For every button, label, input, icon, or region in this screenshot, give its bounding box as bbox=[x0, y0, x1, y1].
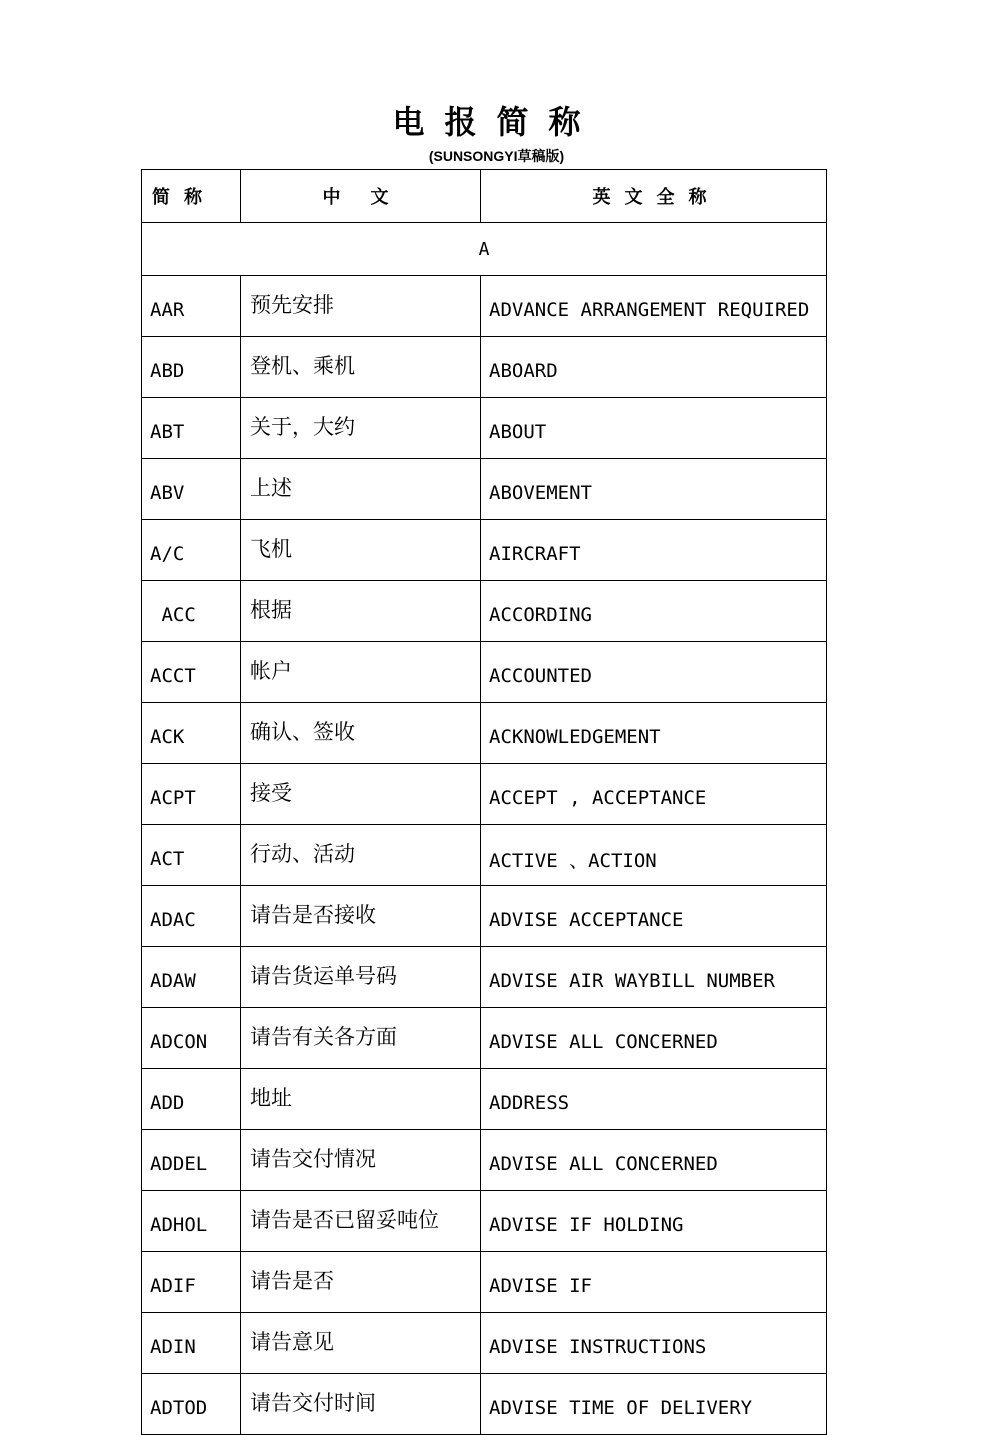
table-row bbox=[142, 459, 827, 520]
chinese-cell: 预先安排 bbox=[241, 276, 481, 337]
chinese-cell: 上述 bbox=[241, 459, 481, 520]
chinese-cell: 确认、签收 bbox=[241, 703, 481, 764]
abbr-cell: ABD bbox=[142, 337, 241, 398]
english-cell: ACTIVE 、ACTION bbox=[481, 825, 827, 886]
table-row bbox=[142, 520, 827, 581]
header-chinese: 中文 bbox=[241, 170, 481, 223]
abbr-cell: ADAW bbox=[142, 947, 241, 1008]
abbr-cell: ABT bbox=[142, 398, 241, 459]
english-cell: ADVISE TIME OF DELIVERY bbox=[481, 1374, 827, 1435]
abbr-cell: ADTOD bbox=[142, 1374, 241, 1435]
abbr-cell: ACPT bbox=[142, 764, 241, 825]
abbr-cell: ABV bbox=[142, 459, 241, 520]
english-cell: AIRCRAFT bbox=[481, 520, 827, 581]
abbr-cell: ADIN bbox=[142, 1313, 241, 1374]
english-cell: ACCEPT , ACCEPTANCE bbox=[481, 764, 827, 825]
abbr-cell: AAR bbox=[142, 276, 241, 337]
chinese-cell: 请告交付时间 bbox=[241, 1374, 481, 1435]
table-row bbox=[142, 1130, 827, 1191]
header-english: 英文全称 bbox=[481, 170, 827, 223]
document-title: 电报简称 bbox=[392, 103, 601, 141]
chinese-cell: 请告是否接收 bbox=[241, 886, 481, 947]
table-row bbox=[142, 1252, 827, 1313]
english-cell: ADVISE ALL CONCERNED bbox=[481, 1008, 827, 1069]
abbreviation-table bbox=[141, 169, 827, 1435]
abbr-cell: ADDEL bbox=[142, 1130, 241, 1191]
english-cell: ADVISE IF HOLDING bbox=[481, 1191, 827, 1252]
english-cell: ADVANCE ARRANGEMENT REQUIRED bbox=[481, 276, 827, 337]
chinese-cell: 接受 bbox=[241, 764, 481, 825]
english-cell: ABOARD bbox=[481, 337, 827, 398]
abbr-cell: ACCT bbox=[142, 642, 241, 703]
table-row bbox=[142, 1374, 827, 1435]
table-row bbox=[142, 276, 827, 337]
english-cell: ADVISE ACCEPTANCE bbox=[481, 886, 827, 947]
chinese-cell: 请告交付情况 bbox=[241, 1130, 481, 1191]
table-row bbox=[142, 1313, 827, 1374]
document-subtitle: (SUNSONGYI草稿版) bbox=[428, 148, 565, 164]
table-row bbox=[142, 1008, 827, 1069]
english-cell: ADVISE AIR WAYBILL NUMBER bbox=[481, 947, 827, 1008]
chinese-cell: 根据 bbox=[241, 581, 481, 642]
table-row bbox=[142, 886, 827, 947]
english-cell: ADDRESS bbox=[481, 1069, 827, 1130]
header-abbr: 简称 bbox=[142, 170, 241, 223]
english-cell: ACCOUNTED bbox=[481, 642, 827, 703]
chinese-cell: 帐户 bbox=[241, 642, 481, 703]
chinese-cell: 请告货运单号码 bbox=[241, 947, 481, 1008]
abbr-cell: ADAC bbox=[142, 886, 241, 947]
chinese-cell: 地址 bbox=[241, 1069, 481, 1130]
chinese-cell: 行动、活动 bbox=[241, 825, 481, 886]
header-row bbox=[142, 170, 827, 223]
english-cell: ACCORDING bbox=[481, 581, 827, 642]
abbr-cell: A/C bbox=[142, 520, 241, 581]
section-row bbox=[142, 223, 827, 276]
table-row bbox=[142, 642, 827, 703]
abbr-cell: ACT bbox=[142, 825, 241, 886]
table-row bbox=[142, 1069, 827, 1130]
table-row bbox=[142, 581, 827, 642]
abbr-cell: ADD bbox=[142, 1069, 241, 1130]
english-cell: ADVISE ALL CONCERNED bbox=[481, 1130, 827, 1191]
abbr-cell: ADIF bbox=[142, 1252, 241, 1313]
abbr-cell: ACC bbox=[142, 581, 241, 642]
chinese-cell: 请告有关各方面 bbox=[241, 1008, 481, 1069]
abbr-cell: ADHOL bbox=[142, 1191, 241, 1252]
table-row bbox=[142, 703, 827, 764]
abbr-cell: ACK bbox=[142, 703, 241, 764]
english-cell: ABOUT bbox=[481, 398, 827, 459]
chinese-cell: 请告意见 bbox=[241, 1313, 481, 1374]
chinese-cell: 飞机 bbox=[241, 520, 481, 581]
english-cell: ABOVEMENT bbox=[481, 459, 827, 520]
chinese-cell: 关于，大约 bbox=[241, 398, 481, 459]
english-cell: ADVISE INSTRUCTIONS bbox=[481, 1313, 827, 1374]
table-row bbox=[142, 825, 827, 886]
table-row bbox=[142, 947, 827, 1008]
chinese-cell: 请告是否 bbox=[241, 1252, 481, 1313]
chinese-cell: 请告是否已留妥吨位 bbox=[241, 1191, 481, 1252]
table-row bbox=[142, 764, 827, 825]
section-label: A bbox=[142, 223, 827, 276]
table-row bbox=[142, 337, 827, 398]
english-cell: ACKNOWLEDGEMENT bbox=[481, 703, 827, 764]
chinese-cell: 登机、乘机 bbox=[241, 337, 481, 398]
abbr-cell: ADCON bbox=[142, 1008, 241, 1069]
english-cell: ADVISE IF bbox=[481, 1252, 827, 1313]
table-row bbox=[142, 398, 827, 459]
table-row bbox=[142, 1191, 827, 1252]
